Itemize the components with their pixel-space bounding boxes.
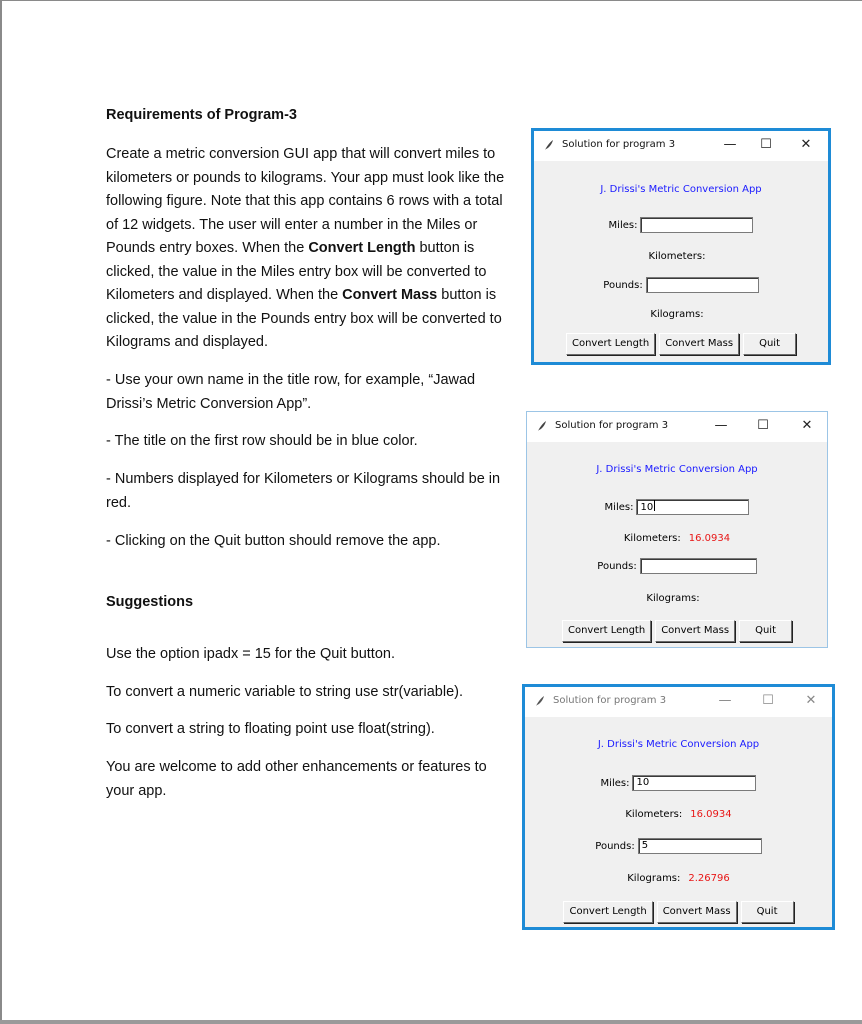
convert-mass-button[interactable]: Convert Mass xyxy=(657,901,737,923)
intro-text-3: button is clicked, the value in the Pounds entry box will be converted to Kilograms and displayed. xyxy=(106,287,502,350)
app-window-both-converted xyxy=(522,684,835,930)
intro-paragraph xyxy=(106,143,516,355)
text-cursor xyxy=(654,500,655,511)
window-titlebar[interactable] xyxy=(525,687,832,717)
window-title: Solution for program 3 xyxy=(555,420,669,431)
kilograms-label: Kilograms: xyxy=(627,873,681,884)
window-title: Solution for program 3 xyxy=(562,139,676,150)
app-title-label: J. Drissi's Metric Conversion App xyxy=(597,739,760,750)
convert-length-button[interactable]: Convert Length xyxy=(563,901,652,923)
close-button[interactable]: ✕ xyxy=(801,418,813,433)
app-window-length-converted xyxy=(526,411,828,648)
bullet-own-name: - Use your own name in the title row, for example, “Jawad Drissi’s Metric Conversion App”. xyxy=(106,372,476,412)
quit-button[interactable]: Quit xyxy=(741,901,794,923)
suggestion-enhancements: You are welcome to add other enhancements or features to your app. xyxy=(106,759,487,799)
bullet-quit-button: - Clicking on the Quit button should remove the app. xyxy=(106,533,441,549)
feather-icon xyxy=(535,695,545,707)
kilograms-label: Kilograms: xyxy=(646,593,700,604)
convert-length-button[interactable]: Convert Length xyxy=(566,333,655,355)
miles-entry[interactable] xyxy=(640,217,753,233)
pounds-label: Pounds: xyxy=(595,840,635,852)
pounds-label: Pounds: xyxy=(597,560,637,572)
pounds-entry[interactable]: 5 xyxy=(638,838,762,854)
kilometers-value: 16.0934 xyxy=(690,809,732,820)
quit-button[interactable]: Quit xyxy=(739,620,792,642)
miles-label: Miles: xyxy=(600,777,630,789)
pounds-entry[interactable] xyxy=(640,558,757,574)
miles-label: Miles: xyxy=(604,501,634,513)
intro-text-2: button is clicked, the value in the Miles entry box will be converted to Kilometers and displayed. When the xyxy=(106,240,487,303)
intro-bold-convert-length: Convert Length xyxy=(308,240,416,256)
miles-label: Miles: xyxy=(608,219,638,231)
pounds-entry[interactable] xyxy=(646,277,759,293)
minimize-button[interactable]: — xyxy=(714,418,728,433)
miles-entry-text: 10 xyxy=(640,502,654,513)
page-bottom-border xyxy=(0,1020,862,1024)
kilometers-value: 16.0934 xyxy=(688,533,731,544)
miles-entry[interactable] xyxy=(636,499,749,515)
suggestions-heading: Suggestions xyxy=(106,594,194,610)
window-titlebar[interactable] xyxy=(534,131,828,161)
suggestion-str: To convert a numeric variable to string use str(variable). xyxy=(106,684,464,700)
kilometers-label: Kilometers: xyxy=(623,533,681,544)
intro-text-1: Create a metric conversion GUI app that will convert miles to kilometers or pounds to kilograms. Your app must look like the following figure. Note that this app contains 6 rows with a total of 12 widgets. The user will enter a number in the Miles or Pounds entry boxes. When the xyxy=(106,146,505,256)
feather-icon xyxy=(544,139,554,151)
intro-bold-convert-mass: Convert Mass xyxy=(342,287,438,303)
feather-icon xyxy=(537,420,547,432)
convert-mass-button[interactable]: Convert Mass xyxy=(655,620,735,642)
requirements-heading: Requirements of Program-3 xyxy=(106,107,297,123)
kilometers-label: Kilometers: xyxy=(648,251,706,262)
maximize-button[interactable]: ☐ xyxy=(762,693,774,708)
convert-length-button[interactable]: Convert Length xyxy=(562,620,651,642)
app-window-empty xyxy=(531,128,831,365)
bullet-title-blue: - The title on the first row should be in blue color. xyxy=(106,433,418,449)
quit-button[interactable]: Quit xyxy=(743,333,796,355)
kilograms-label: Kilograms: xyxy=(650,309,704,320)
kilometers-label: Kilometers: xyxy=(625,809,683,820)
convert-mass-button[interactable]: Convert Mass xyxy=(659,333,739,355)
kilograms-value: 2.26796 xyxy=(688,873,730,884)
minimize-button[interactable]: — xyxy=(718,693,732,708)
page-left-border xyxy=(0,0,2,1024)
pounds-label: Pounds: xyxy=(603,279,643,291)
bullet-numbers-red: - Numbers displayed for Kilometers or Kilograms should be in red. xyxy=(106,471,501,511)
maximize-button[interactable]: ☐ xyxy=(760,137,772,152)
suggestion-ipadx: Use the option ipadx = 15 for the Quit button. xyxy=(106,646,395,662)
window-title: Solution for program 3 xyxy=(553,695,667,706)
miles-entry[interactable]: 10 xyxy=(632,775,756,791)
close-button[interactable]: ✕ xyxy=(800,137,812,152)
page-top-border xyxy=(0,0,862,1)
close-button[interactable]: ✕ xyxy=(805,693,817,708)
app-title-label: J. Drissi's Metric Conversion App xyxy=(600,184,762,195)
app-title-label: J. Drissi's Metric Conversion App xyxy=(596,464,758,475)
window-titlebar[interactable] xyxy=(527,412,827,442)
minimize-button[interactable]: — xyxy=(723,137,737,152)
maximize-button[interactable]: ☐ xyxy=(757,418,769,433)
suggestion-float: To convert a string to floating point use float(string). xyxy=(106,721,435,737)
